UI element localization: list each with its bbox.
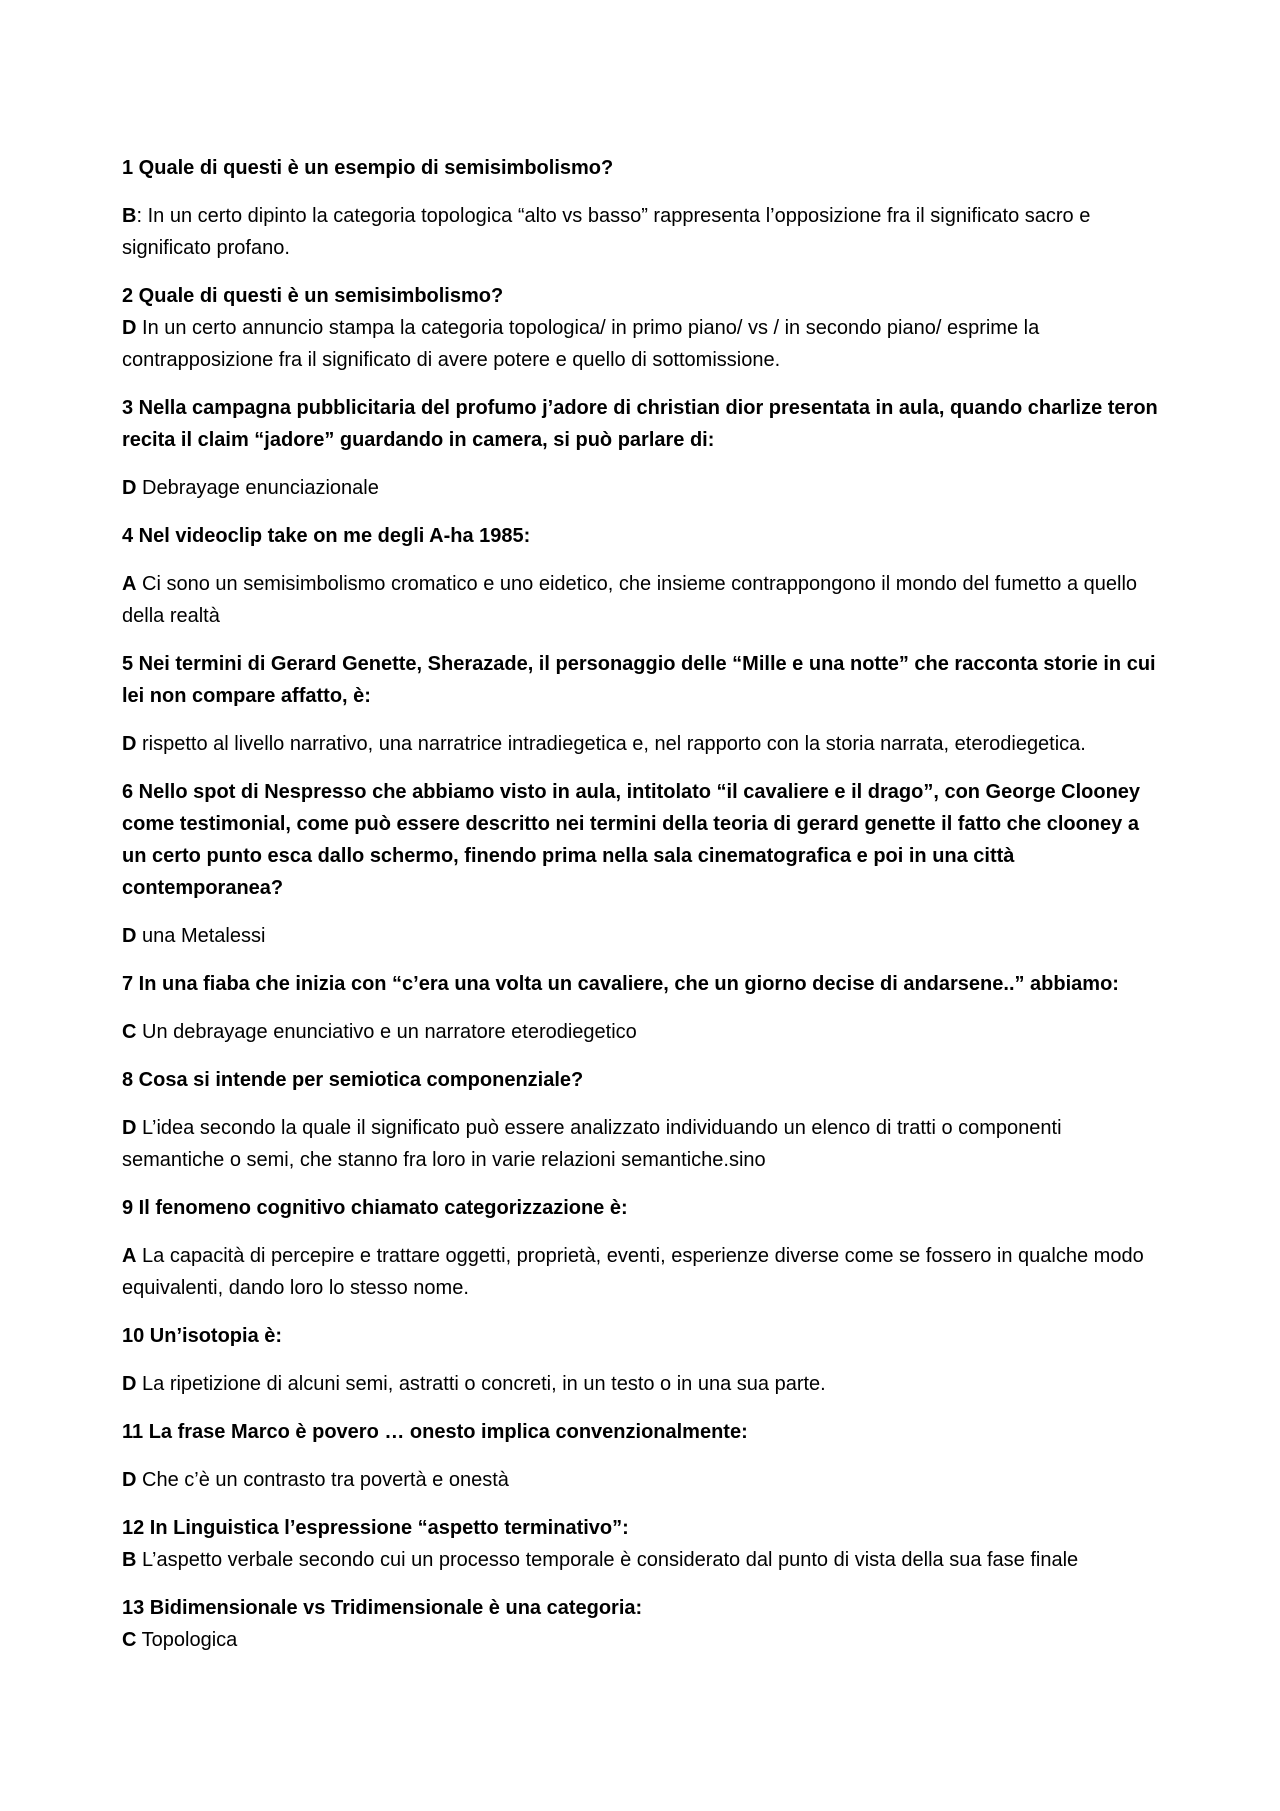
question-8: 8 Cosa si intende per semiotica componenziale?	[122, 1069, 584, 1091]
answer-letter-7: C	[122, 1021, 137, 1043]
answer-text-8: L’idea secondo la quale il significato può essere analizzato individuando un elenco di tratti o componenti semantiche o semi, che stanno fra loro in varie relazioni semantiche.sino	[122, 1117, 1062, 1171]
answer-letter-8: D	[122, 1117, 137, 1139]
qa-item-8	[122, 1064, 1160, 1176]
question-1: 1 Quale di questi è un esempio di semisimbolismo?	[122, 157, 614, 179]
answer-6	[122, 920, 1160, 952]
qa-item-5	[122, 648, 1160, 760]
answer-letter-3: D	[122, 477, 137, 499]
answer-text-10: La ripetizione di alcuni semi, astratti o concreti, in un testo o in una sua parte.	[142, 1373, 826, 1395]
answer-5	[122, 728, 1160, 760]
answer-text-1: In un certo dipinto la categoria topologica “alto vs basso” rappresenta l’opposizione fra il significato sacro e significato profano.	[122, 205, 1091, 259]
answer-letter-4: A	[122, 573, 137, 595]
answer-2	[122, 312, 1160, 376]
answer-11	[122, 1464, 1160, 1496]
question-13: 13 Bidimensionale vs Tridimensionale è una categoria:	[122, 1597, 643, 1619]
question-10: 10 Un’isotopia è:	[122, 1325, 283, 1347]
answer-7	[122, 1016, 1160, 1048]
answer-text-5: rispetto al livello narrativo, una narratrice intradiegetica e, nel rapporto con la storia narrata, eterodiegetica.	[142, 733, 1086, 755]
answer-text-6: una Metalessi	[142, 925, 266, 947]
question-4: 4 Nel videoclip take on me degli A-ha 1985:	[122, 525, 531, 547]
qa-item-9	[122, 1192, 1160, 1304]
qa-item-1	[122, 152, 1160, 264]
answer-letter-5: D	[122, 733, 137, 755]
answer-text-11: Che c’è un contrasto tra povertà e onestà	[142, 1469, 509, 1491]
qa-item-11	[122, 1416, 1160, 1496]
answer-letter-1: B	[122, 205, 137, 227]
qa-item-6	[122, 776, 1160, 952]
qa-item-10	[122, 1320, 1160, 1400]
answer-text-3: Debrayage enunciazionale	[142, 477, 379, 499]
question-6: 6 Nello spot di Nespresso che abbiamo visto in aula, intitolato “il cavaliere e il drago”, con George Clooney come testimonial, come può essere descritto nei termini della teoria di gerard genette il fatto che clooney a un certo punto esca dallo schermo, finendo prima nella sala cinematografica e poi in una città contemporanea?	[122, 781, 1141, 899]
answer-4	[122, 568, 1160, 632]
answer-text-13: Topologica	[141, 1629, 238, 1651]
qa-item-4	[122, 520, 1160, 632]
question-11: 11 La frase Marco è povero … onesto implica convenzionalmente:	[122, 1421, 748, 1443]
answer-3	[122, 472, 1160, 504]
answer-12	[122, 1544, 1160, 1576]
answer-letter-9: A	[122, 1245, 137, 1267]
question-9: 9 Il fenomeno cognitivo chiamato categorizzazione è:	[122, 1197, 628, 1219]
answer-text-7: Un debrayage enunciativo e un narratore eterodiegetico	[142, 1021, 637, 1043]
qa-item-2	[122, 280, 1160, 376]
answer-text-12: L’aspetto verbale secondo cui un processo temporale è considerato dal punto di vista della sua fase finale	[142, 1549, 1079, 1571]
answer-text-9: La capacità di percepire e trattare oggetti, proprietà, eventi, esperienze diverse come se fossero in qualche modo equivalenti, dando loro lo stesso nome.	[122, 1245, 1144, 1299]
answer-letter-12: B	[122, 1549, 137, 1571]
answer-1	[122, 200, 1160, 264]
answer-letter-6: D	[122, 925, 137, 947]
question-5: 5 Nei termini di Gerard Genette, Sherazade, il personaggio delle “Mille e una notte” che racconta storie in cui lei non compare affatto, è:	[122, 653, 1156, 707]
answer-letter-11: D	[122, 1469, 137, 1491]
answer-separator-1: :	[136, 205, 148, 227]
qa-item-12	[122, 1512, 1160, 1576]
qa-item-3	[122, 392, 1160, 504]
qa-item-7	[122, 968, 1160, 1048]
answer-text-2: In un certo annuncio stampa la categoria topologica/ in primo piano/ vs / in secondo piano/ esprime la contrapposizione fra il significato di avere potere e quello di sottomissione.	[122, 317, 1040, 371]
answer-9	[122, 1240, 1160, 1304]
answer-text-4: Ci sono un semisimbolismo cromatico e uno eidetico, che insieme contrappongono il mondo del fumetto a quello della realtà	[122, 573, 1138, 627]
answer-letter-2: D	[122, 317, 137, 339]
question-3: 3 Nella campagna pubblicitaria del profumo j’adore di christian dior presentata in aula, quando charlize teron recita il claim “jadore” guardando in camera, si può parlare di:	[122, 397, 1158, 451]
answer-letter-13: C	[122, 1629, 137, 1651]
qa-item-13	[122, 1592, 1160, 1656]
question-7: 7 In una fiaba che inizia con “c’era una volta un cavaliere, che un giorno decise di andarsene..” abbiamo:	[122, 973, 1119, 995]
answer-10	[122, 1368, 1160, 1400]
answer-13	[122, 1624, 1160, 1656]
question-12: 12 In Linguistica l’espressione “aspetto terminativo”:	[122, 1517, 629, 1539]
question-2: 2 Quale di questi è un semisimbolismo?	[122, 285, 504, 307]
answer-8	[122, 1112, 1160, 1176]
answer-letter-10: D	[122, 1373, 137, 1395]
